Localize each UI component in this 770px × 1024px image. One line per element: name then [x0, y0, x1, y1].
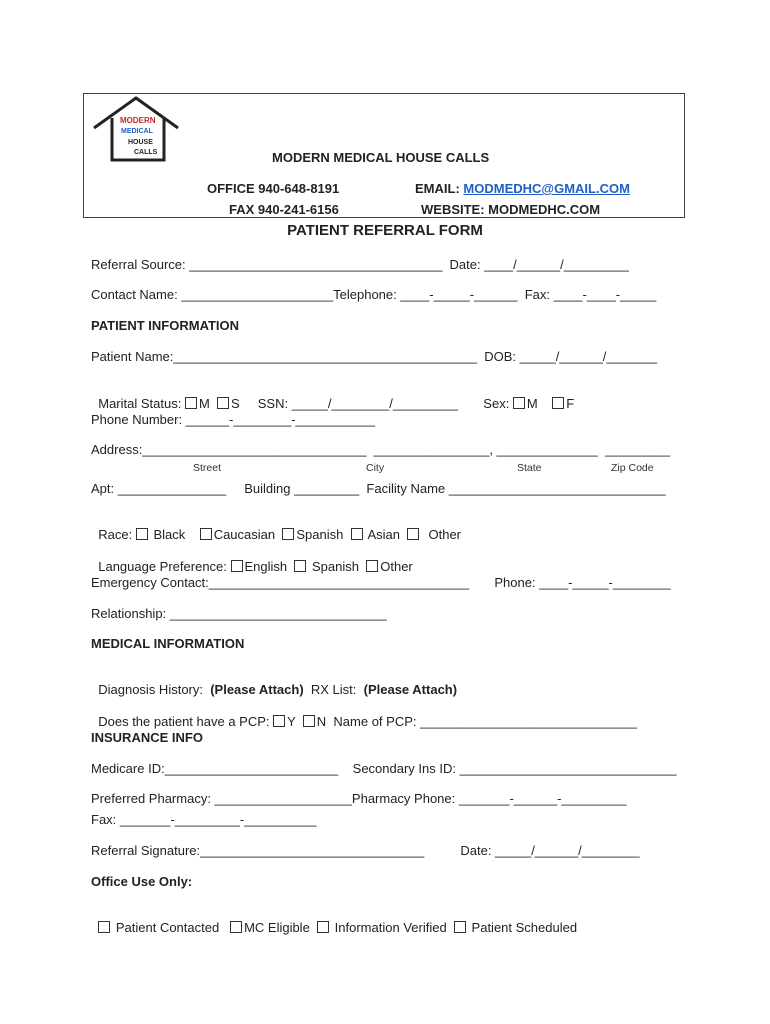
- lang-english-label: English: [244, 559, 288, 574]
- address-state-label: State: [517, 462, 542, 474]
- sex-m-label: M: [526, 396, 538, 411]
- office-use-line: [91, 905, 577, 935]
- apt-line[interactable]: Apt: _______________ Building _________ Facility Name ______________________________: [91, 481, 666, 496]
- marital-m-checkbox[interactable]: [185, 397, 197, 409]
- address-zip-label: Zip Code: [611, 462, 654, 474]
- race-caucasian-label: Caucasian: [213, 527, 276, 542]
- marital-s-label: S: [231, 396, 240, 411]
- sex-f-checkbox[interactable]: [552, 397, 564, 409]
- referral-source-line[interactable]: Referral Source: ___________________________________ Date: ____/______/_________: [91, 257, 629, 272]
- race-spanish-label: Spanish: [296, 527, 344, 542]
- diagnosis-attach-note: (Please Attach): [210, 682, 304, 697]
- contact-line[interactable]: Contact Name: _____________________Telephone: ____-_____-______ Fax: ____-____-_____: [91, 287, 657, 302]
- address-city-label: City: [366, 462, 385, 474]
- language-label: Language Preference:: [98, 559, 231, 574]
- race-other-label: Other: [428, 527, 461, 542]
- marital-s-checkbox[interactable]: [217, 397, 229, 409]
- patient-scheduled-checkbox[interactable]: [454, 921, 466, 933]
- logo-word-calls: CALLS: [134, 149, 158, 156]
- marital-ssn-sex-line: [91, 381, 574, 411]
- lang-english-checkbox[interactable]: [231, 560, 243, 572]
- race-line: [91, 512, 461, 542]
- race-asian-label: Asian: [367, 527, 401, 542]
- pcp-yes-label: Y: [287, 714, 296, 729]
- marital-label: Marital Status:: [98, 396, 185, 411]
- mc-eligible-checkbox[interactable]: [230, 921, 242, 933]
- signature-line[interactable]: Referral Signature:_______________________________ Date: _____/______/________: [91, 843, 640, 858]
- address-street-label: Street: [193, 462, 222, 474]
- pharmacy-line[interactable]: Preferred Pharmacy: ___________________Pharmacy Phone: _______-______-_________: [91, 791, 627, 806]
- rx-attach-note: (Please Attach): [363, 682, 458, 697]
- relationship-line[interactable]: Relationship: ______________________________: [91, 606, 387, 621]
- patient-contacted-label: Patient Contacted: [115, 920, 220, 935]
- patient-scheduled-label: Patient Scheduled: [471, 920, 578, 935]
- medicare-line[interactable]: Medicare ID:________________________ Secondary Ins ID: ______________________________: [91, 761, 677, 776]
- information-verified-label: Information Verified: [334, 920, 447, 935]
- office-use-heading: Office Use Only:: [91, 874, 193, 889]
- pcp-name-field[interactable]: Name of PCP: ______________________________: [326, 714, 638, 729]
- information-verified-checkbox[interactable]: [317, 921, 329, 933]
- sex-m-checkbox[interactable]: [513, 397, 525, 409]
- company-name: MODERN MEDICAL HOUSE CALLS: [272, 150, 490, 165]
- email-label: EMAIL:: [415, 181, 460, 196]
- diagnosis-rx-line: [91, 667, 457, 697]
- medical-info-heading: MEDICAL INFORMATION: [91, 636, 245, 651]
- marital-m-label: M: [198, 396, 210, 411]
- pcp-yes-checkbox[interactable]: [273, 715, 285, 727]
- ssn-field[interactable]: SSN: _____/________/_________: [257, 396, 458, 411]
- pcp-line: [91, 699, 637, 729]
- logo-word-modern: MODERN: [120, 116, 156, 125]
- office-phone: OFFICE 940-648-8191: [207, 181, 340, 196]
- pcp-no-checkbox[interactable]: [303, 715, 315, 727]
- rx-label: RX List:: [303, 682, 364, 697]
- race-asian-checkbox[interactable]: [351, 528, 363, 540]
- patient-contacted-checkbox[interactable]: [98, 921, 110, 933]
- insurance-heading: INSURANCE INFO: [91, 730, 203, 745]
- email-link[interactable]: MODMEDHC@GMAIL.COM: [463, 181, 630, 196]
- race-caucasian-checkbox[interactable]: [200, 528, 212, 540]
- lang-other-checkbox[interactable]: [366, 560, 378, 572]
- form-title: PATIENT REFERRAL FORM: [287, 222, 483, 239]
- lang-spanish-checkbox[interactable]: [294, 560, 306, 572]
- race-black-label: Black: [153, 527, 186, 542]
- email-row: [415, 181, 630, 196]
- pcp-no-label: N: [316, 714, 327, 729]
- race-label: Race:: [98, 527, 136, 542]
- pcp-question: Does the patient have a PCP:: [98, 714, 274, 729]
- patient-info-heading: PATIENT INFORMATION: [91, 318, 240, 333]
- patient-name-line[interactable]: Patient Name:__________________________________________ DOB: _____/______/_______: [91, 349, 658, 364]
- race-spanish-checkbox[interactable]: [282, 528, 294, 540]
- logo-word-house: HOUSE: [128, 139, 153, 146]
- phone-number-line[interactable]: Phone Number: ______-________-___________: [91, 412, 376, 427]
- sex-f-label: F: [566, 396, 575, 411]
- pharmacy-fax-line[interactable]: Fax: _______-_________-__________: [91, 812, 317, 827]
- lang-spanish-label: Spanish: [312, 559, 359, 574]
- mc-eligible-label: MC Eligible: [244, 920, 310, 935]
- website: WEBSITE: MODMEDHC.COM: [421, 202, 601, 217]
- diagnosis-label: Diagnosis History:: [98, 682, 211, 697]
- address-line[interactable]: Address:_______________________________ ________________, ______________ _________: [91, 442, 671, 457]
- letterhead: [83, 93, 685, 218]
- emergency-contact-line[interactable]: Emergency Contact:____________________________________ Phone: ____-_____-________: [91, 575, 671, 590]
- language-line: [91, 544, 413, 574]
- race-other-checkbox[interactable]: [407, 528, 419, 540]
- logo-word-medical: MEDICAL: [121, 128, 153, 135]
- lang-other-label: Other: [380, 559, 413, 574]
- sex-label: Sex:: [483, 396, 513, 411]
- fax-number: FAX 940-241-6156: [229, 202, 339, 217]
- race-black-checkbox[interactable]: [136, 528, 148, 540]
- house-logo: [92, 96, 182, 164]
